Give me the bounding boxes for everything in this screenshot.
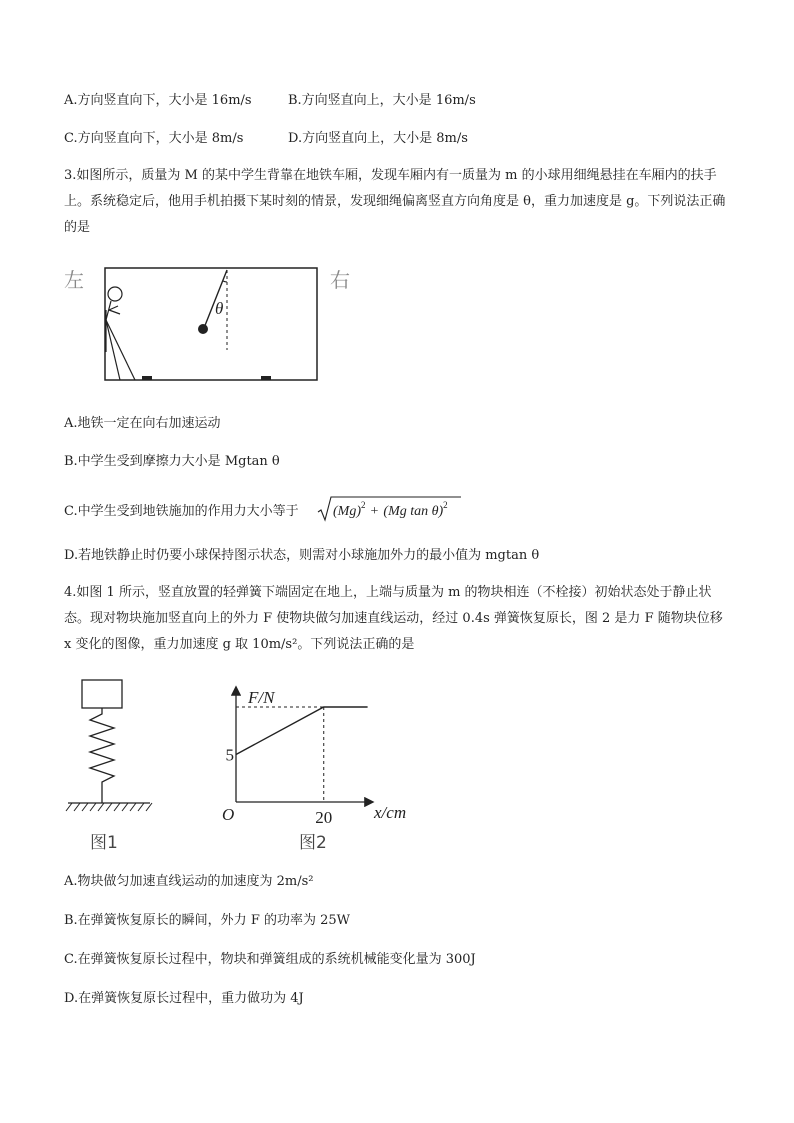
y-tick-label: 5 <box>225 745 234 765</box>
q3-option-a: A.地铁一定在向右加速运动 <box>64 416 221 431</box>
q4-option-a: A.物块做匀加速直线运动的加速度为 2m/s² <box>64 874 314 889</box>
q4-option-c: C.在弹簧恢复原长过程中，物块和弹簧组成的系统机械能变化量为 300J <box>64 952 476 967</box>
q3-option-c-formula <box>316 494 466 524</box>
spring <box>90 708 114 803</box>
series-f-line <box>236 707 368 755</box>
y-axis-label: F/N <box>248 688 275 707</box>
block <box>82 680 122 708</box>
x-tick-label: 20 <box>315 808 333 827</box>
q3-option-c: C.中学生受到地铁施加的作用力大小等于 <box>64 504 299 519</box>
q3-stem: 3.如图所示，质量为 M 的某中学生背靠在地铁车厢，发现车厢内有一质量为 m 的小球用细绳悬挂在车厢内的扶手上。系统稳定后，他用手机拍摄下某时刻的情景，发现细绳偏离竖直方向角度是 θ，重力加速度是 g。下列说法正确的是 <box>64 168 726 235</box>
fig1-caption: 图1 <box>90 833 118 853</box>
q2-option-d: D.方向竖直向上，大小是 8m/s <box>288 131 468 146</box>
q2-option-c: C.方向竖直向下，大小是 8m/s <box>64 131 244 146</box>
floor-block-right <box>261 376 271 380</box>
q3-option-b: B.中学生受到摩擦力大小是 Mgtan θ <box>64 454 280 469</box>
q4-figure-1 <box>60 676 170 856</box>
q4-option-d: D.在弹簧恢复原长过程中，重力做功为 4J <box>64 991 304 1006</box>
q3-figure <box>60 262 360 387</box>
q4-stem: 4.如图 1 所示，竖直放置的轻弹簧下端固定在地上，上端与质量为 m 的物块相连（不栓接）初始状态处于静止状态。现对物块施加竖直向上的外力 F 使物块做匀加速直线运动，经过 0.4s 弹簧恢复原长，图 2 是力 F 随物块位移 x 变化的图像，重力加速度 g 取 10m/s²。下列说法正确的是 <box>64 585 723 652</box>
q2-option-b: B.方向竖直向上，大小是 16m/s <box>288 93 476 108</box>
x-axis-label: x/cm <box>374 803 407 822</box>
floor-block-left <box>142 376 152 380</box>
theta-label: θ <box>215 299 224 318</box>
pendulum-ball <box>198 324 208 334</box>
train-carriage <box>105 268 317 380</box>
origin-label: O <box>222 805 235 824</box>
fig2-caption: 图2 <box>299 833 327 853</box>
angle-arc <box>223 281 227 282</box>
q4-option-b: B.在弹簧恢复原长的瞬间，外力 F 的功率为 25W <box>64 913 351 928</box>
q2-option-a: A.方向竖直向下，大小是 16m/s <box>64 93 252 108</box>
q4-figure-2-chart <box>210 676 430 866</box>
q3-option-d: D.若地铁静止时仍要小球保持图示状态，则需对小球施加外力的最小值为 mgtan θ <box>64 548 540 563</box>
ground-hatching <box>66 803 152 811</box>
svg-text:(Mg)2+(Mg tan θ)2: $(Mg)^2 + (Mg$ tan θ)$^2$ <box>333 500 448 519</box>
student-figure <box>106 287 135 380</box>
left-label: 左 <box>64 268 84 292</box>
right-label: 右 <box>330 268 350 292</box>
